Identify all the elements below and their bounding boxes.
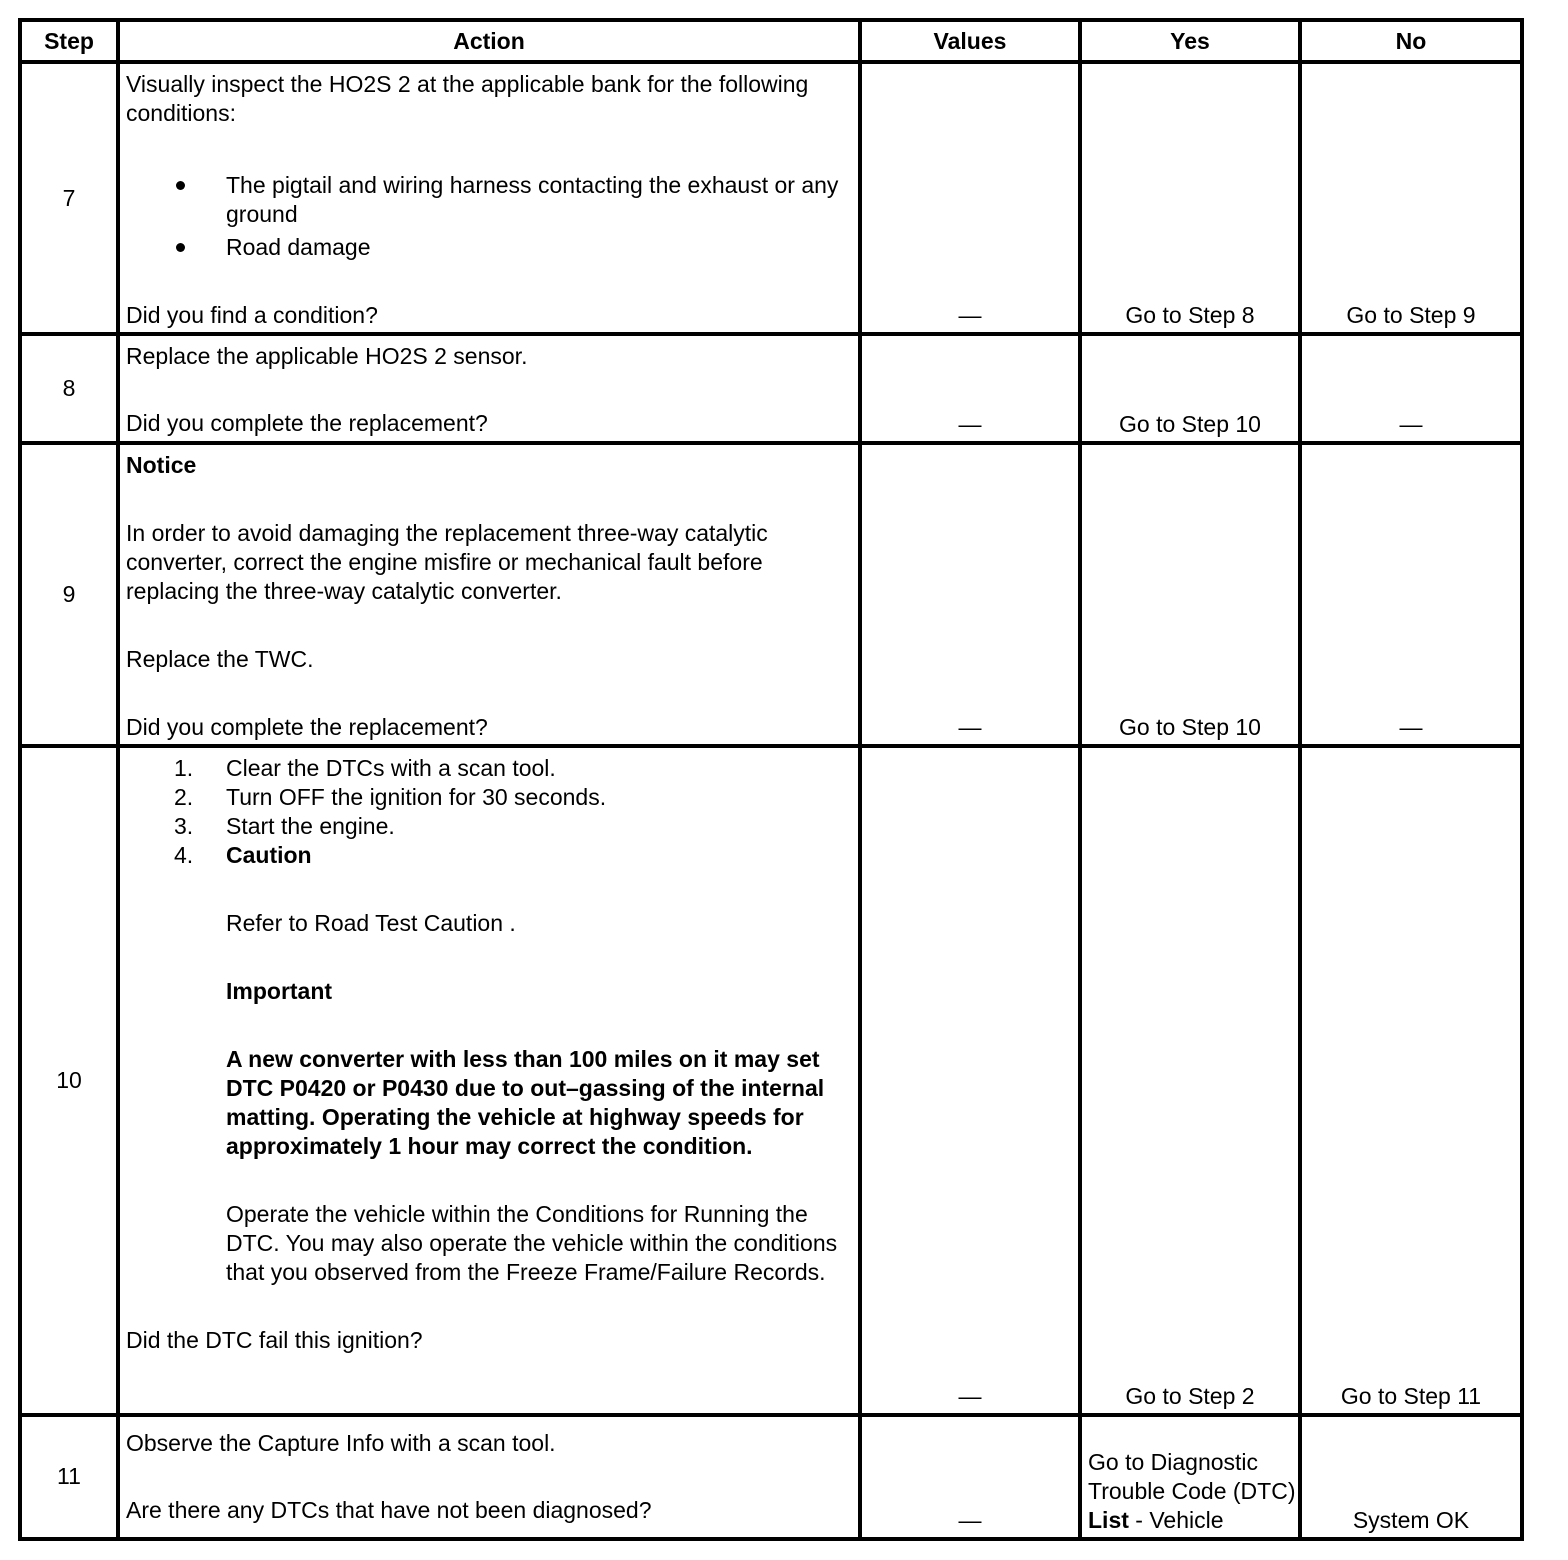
list-item [126, 233, 850, 262]
yes-cell: Go to Step 2 [1080, 746, 1300, 1414]
table-row-step-8 [20, 334, 1522, 443]
table-row-step-9 [20, 443, 1522, 746]
yes-link-text-end[interactable]: - Vehicle [1128, 1507, 1224, 1533]
diagnostic-table [18, 18, 1524, 1541]
list-number: 4. [174, 842, 194, 869]
action-cell [118, 746, 860, 1414]
header-step: Step [20, 20, 118, 62]
step-number: 7 [20, 62, 118, 334]
yes-cell: Go to Step 8 [1080, 62, 1300, 334]
action-cell [118, 62, 860, 334]
action-cell [118, 334, 860, 443]
bullet-icon [176, 181, 185, 190]
yes-cell: Go to Step 10 [1080, 334, 1300, 443]
list-number: 3. [174, 813, 194, 840]
values-cell: — [860, 443, 1080, 746]
list-number: 2. [174, 784, 194, 811]
diagnostic-page [18, 18, 1520, 1541]
list-item-text: Start the engine. [226, 813, 395, 840]
list-item [126, 812, 850, 841]
header-action: Action [118, 20, 860, 62]
action-cell [118, 443, 860, 746]
action-question: Did the DTC fail this ignition? [126, 1327, 423, 1354]
notice-text: In order to avoid damaging the replacement three-way catalytic converter, correct the engine misfire or mechanical fault before replacing the three-way catalytic converter. [126, 520, 768, 605]
list-item [126, 841, 850, 870]
header-yes: Yes [1080, 20, 1300, 62]
list-item [126, 754, 850, 783]
values-cell: — [860, 334, 1080, 443]
table-row-step-10 [20, 746, 1522, 1414]
header-row [20, 20, 1522, 62]
action-question: Did you complete the replacement? [126, 410, 488, 437]
step-number: 10 [20, 746, 118, 1414]
step-number: 9 [20, 443, 118, 746]
operate-text: Operate the vehicle within the Conditions for Running the DTC. You may also operate the vehicle within the conditions that you observed from the Freeze Frame/Failure Records. [226, 1201, 838, 1286]
list-item-text: Road damage [226, 234, 371, 260]
list-item-text: Turn OFF the ignition for 30 seconds. [226, 784, 607, 811]
list-item-text: Clear the DTCs with a scan tool. [226, 755, 556, 782]
no-cell: — [1300, 334, 1522, 443]
list-number: 1. [174, 755, 194, 782]
yes-cell: Go to Step 10 [1080, 443, 1300, 746]
action-cell [118, 1415, 860, 1539]
action-question: Did you find a condition? [126, 302, 378, 328]
step-number: 11 [20, 1415, 118, 1539]
no-cell: Go to Step 9 [1300, 62, 1522, 334]
list-item [126, 171, 850, 229]
important-text: A new converter with less than 100 miles on it may set DTC P0420 or P0430 due to out–gassing of the internal matting. Operating the vehicle at highway speeds for approximately 1 hour may correct the condition. [226, 1046, 825, 1160]
values-cell: — [860, 746, 1080, 1414]
action-intro: Observe the Capture Info with a scan tool. [126, 1429, 556, 1456]
action-instruction: Replace the TWC. [126, 646, 314, 673]
action-question: Did you complete the replacement? [126, 714, 488, 741]
yes-cell[interactable] [1080, 1415, 1300, 1539]
table-row-step-11 [20, 1415, 1522, 1539]
yes-link-bold[interactable]: List [1088, 1507, 1129, 1533]
action-question: Are there any DTCs that have not been diagnosed? [126, 1496, 652, 1523]
important-title: Important [226, 978, 333, 1005]
no-cell: — [1300, 443, 1522, 746]
list-item-text: The pigtail and wiring harness contacting the exhaust or any ground [226, 172, 839, 227]
header-no: No [1300, 20, 1522, 62]
yes-link-text[interactable]: Go to Diagnostic Trouble Code (DTC) [1088, 1449, 1296, 1504]
action-intro: Visually inspect the HO2S 2 at the applicable bank for the following conditions: [126, 71, 809, 126]
condition-list [126, 171, 850, 262]
list-item [126, 783, 850, 812]
procedure-list [126, 754, 850, 870]
caution-text: Refer to Road Test Caution . [226, 910, 516, 937]
caution-title: Caution [226, 842, 312, 869]
notice-title: Notice [126, 452, 197, 479]
no-cell: System OK [1300, 1415, 1522, 1539]
no-cell: Go to Step 11 [1300, 746, 1522, 1414]
values-cell: — [860, 1415, 1080, 1539]
values-cell: — [860, 62, 1080, 334]
header-values: Values [860, 20, 1080, 62]
bullet-icon [176, 243, 185, 252]
action-intro: Replace the applicable HO2S 2 sensor. [126, 343, 528, 370]
table-row-step-7 [20, 62, 1522, 334]
step-number: 8 [20, 334, 118, 443]
